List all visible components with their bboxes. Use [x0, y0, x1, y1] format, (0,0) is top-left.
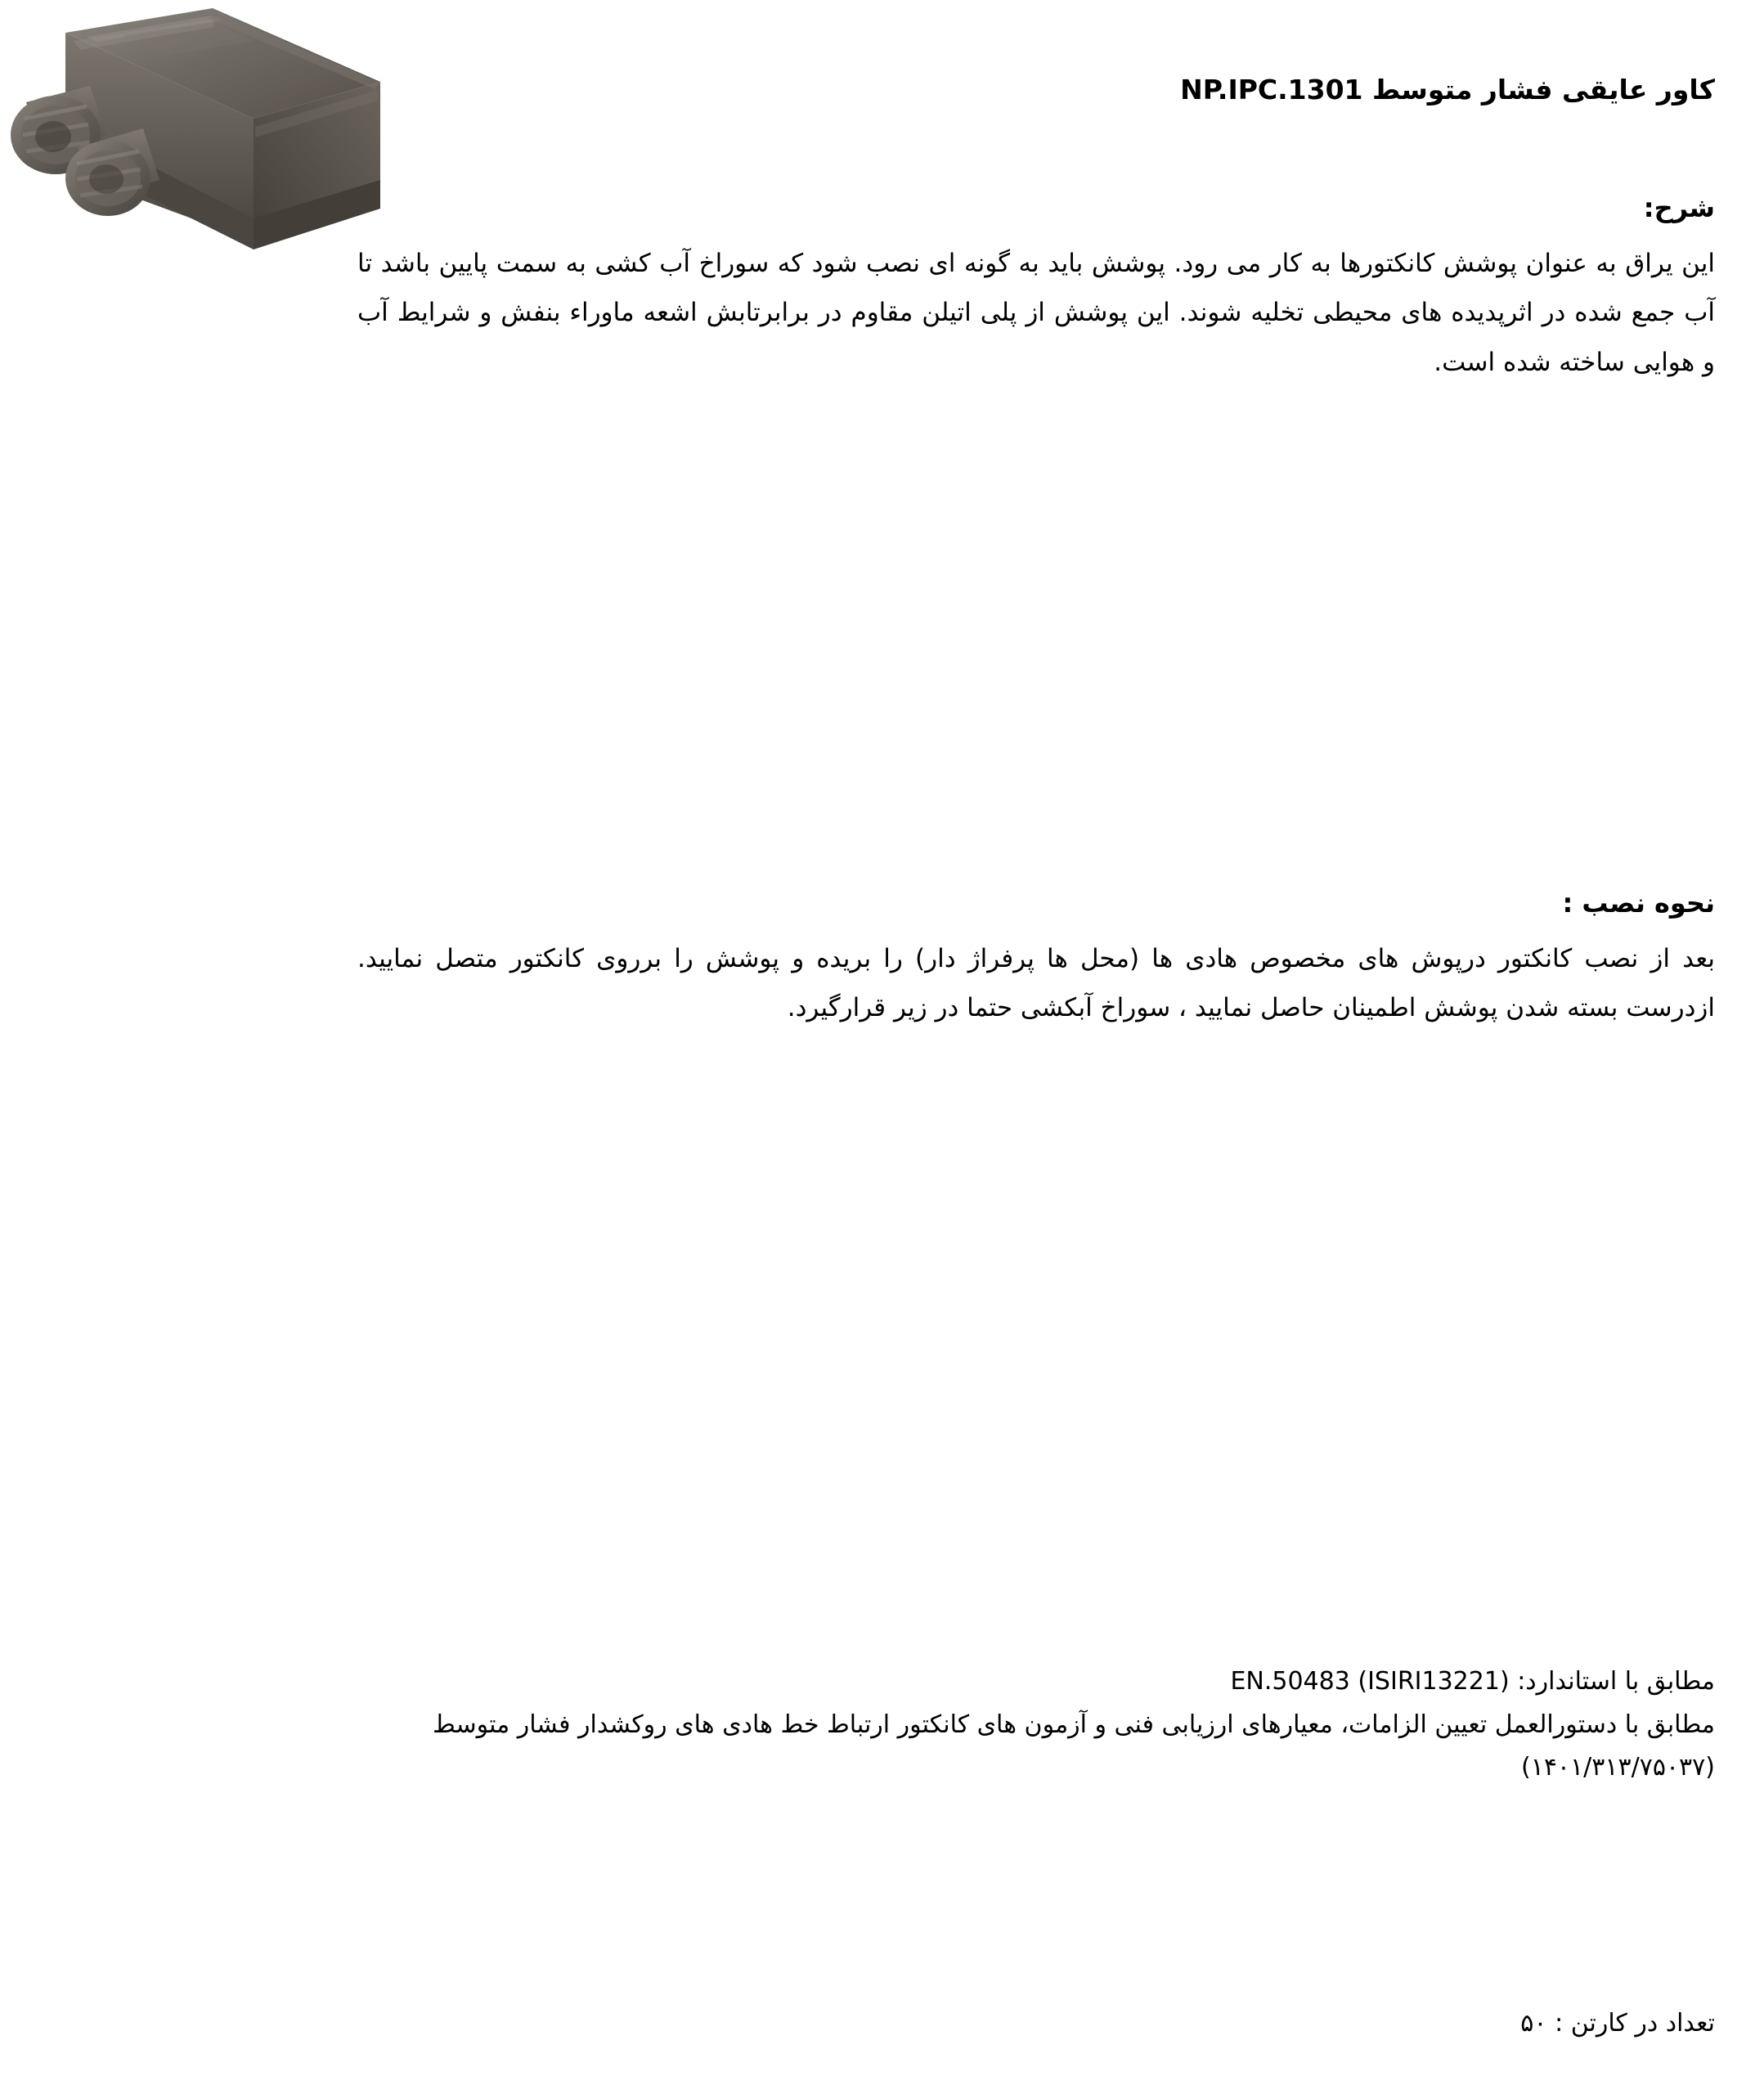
installation-heading: نحوه نصب : — [1562, 887, 1715, 919]
standard-directive-number: (۱۴۰۱/۳۱۳/۷۵۰۳۷) — [1520, 1753, 1715, 1782]
description-text: این یراق به عنوان پوشش کانکتورها به کار می رود. پوشش باید به گونه ای نصب شود که سوراخ آب کشی به سمت پایین باشد تا آب جمع شده در اثرپدیده های محیطی تخلیه شوند. این پوشش از پلی اتیلن مقاوم در برابرتابش اشعه ماوراء بنفش و شرایط آب و هوایی ساخته شده است. — [357, 249, 1715, 377]
packing-quantity: تعداد در کارتن : ۵۰ — [1520, 2009, 1715, 2038]
standard-reference: مطابق با استاندارد: (ISIRI13221) EN.50483 — [1230, 1667, 1715, 1696]
standard-directive: مطابق با دستورالعمل تعیین الزامات، معیارهای ارزیابی فنی و آزمون های کانکتور ارتباط خط هادی های روکشدار فشار متوسط — [432, 1710, 1715, 1739]
page-title: کاور عایقی فشار متوسط NP.IPC.1301 — [1180, 74, 1715, 106]
description-heading: شرح: — [1643, 192, 1715, 223]
document-content — [357, 0, 1715, 2038]
installation-text: بعد از نصب کانکتور درپوش های مخصوص هادی ها (محل ها پرفراژ دار) را بریده و پوشش را برروی کانکتور متصل نمایید. ازدرست بسته شدن پوشش اطمینان حاصل نمایید ، سوراخ آبکشی حتما در زیر قرارگیرد. — [357, 944, 1715, 1023]
standards-section — [357, 1660, 1715, 1790]
installation-section — [357, 883, 1715, 1033]
packing-section — [357, 2004, 1715, 2043]
description-section — [357, 188, 1715, 387]
